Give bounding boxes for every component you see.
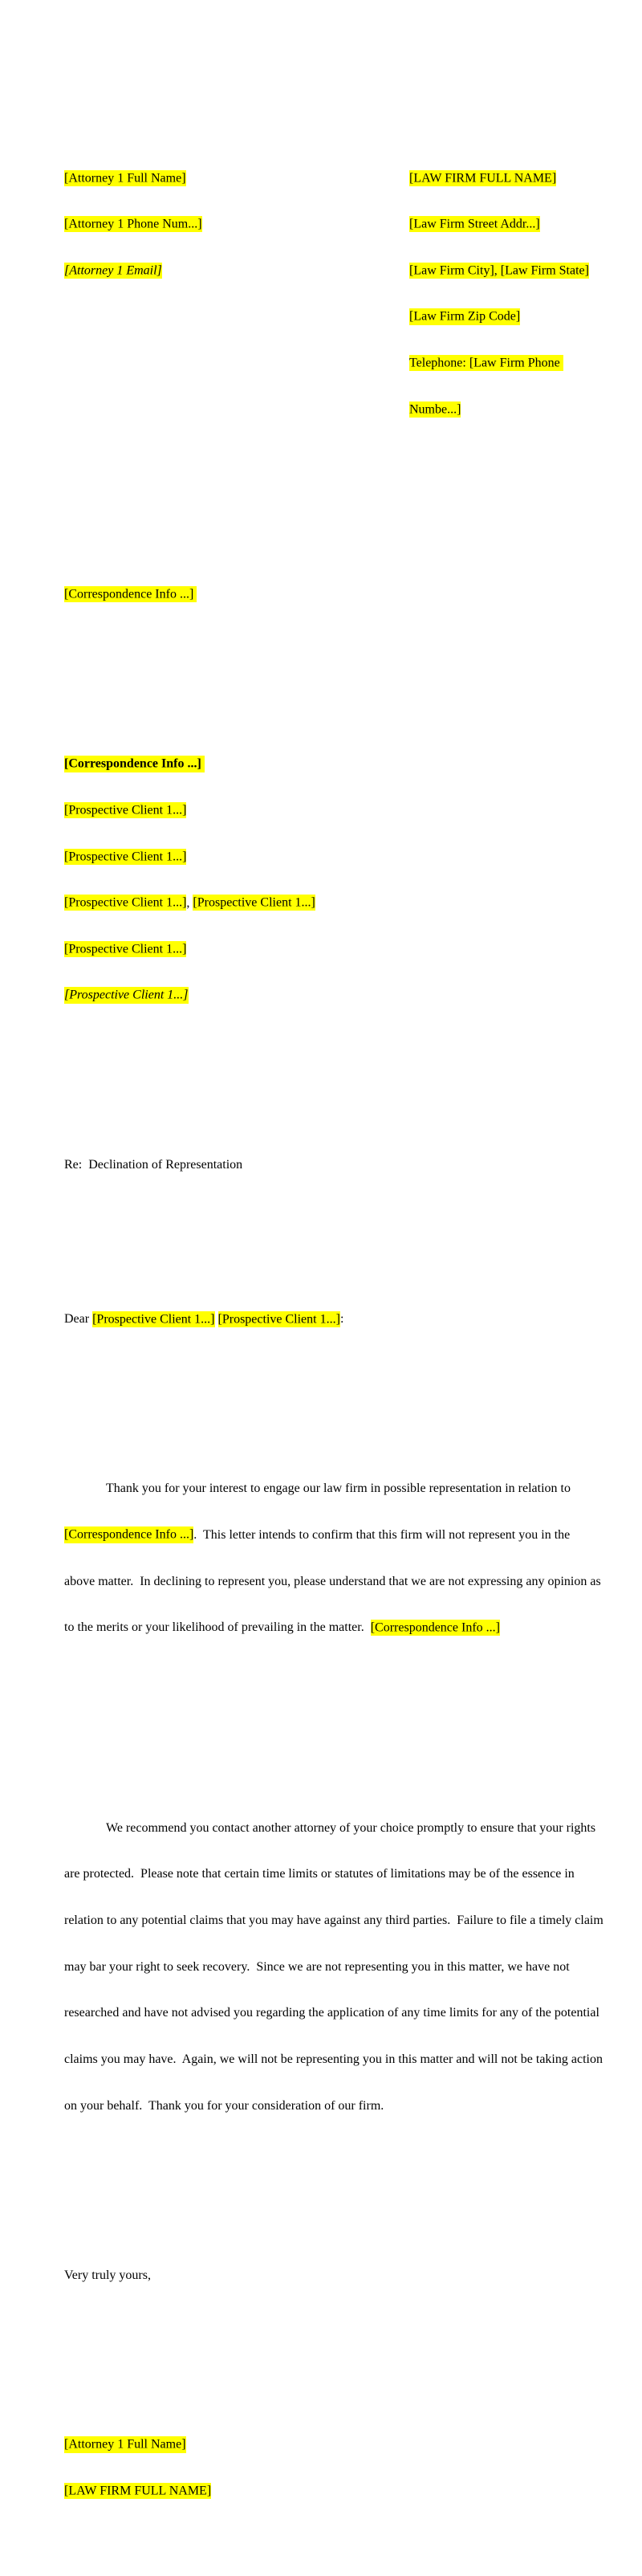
paragraph-2 bbox=[64, 1789, 636, 2144]
salutation-client-1-placeholder: [Prospective Client 1...] bbox=[92, 1312, 215, 1327]
paragraph-2-line-6: claims you may have. Again, we will not be representing you in this matter and will not be taking action bbox=[64, 2052, 603, 2066]
client-placeholder: [Prospective Client 1...] bbox=[193, 895, 315, 910]
salutation-separator bbox=[215, 1312, 218, 1326]
correspondence-info-placeholder: [Correspondence Info ...] bbox=[64, 1528, 194, 1543]
correspondence-info-placeholder: [Correspondence Info ...] bbox=[370, 1620, 500, 1635]
signature-name-line bbox=[64, 2437, 636, 2452]
firm-zip-line bbox=[409, 309, 626, 324]
salutation-suffix: : bbox=[339, 1312, 344, 1327]
firm-name-placeholder: [LAW FIRM FULL NAME] bbox=[409, 171, 557, 185]
attorney-name-placeholder: [Attorney 1 Full Name] bbox=[64, 171, 186, 185]
firm-street-placeholder: [Law Firm Street Addr...] bbox=[409, 217, 540, 231]
firm-phone-placeholder-1: Telephone: [Law Firm Phone bbox=[409, 356, 563, 370]
client-line-2 bbox=[64, 849, 636, 864]
paragraph-1-line-2 bbox=[64, 1527, 636, 1543]
correspondence-info-line bbox=[64, 587, 636, 602]
firm-phone-line-1 bbox=[409, 356, 626, 371]
client-line-4 bbox=[64, 941, 636, 956]
client-placeholder: [Prospective Client 1...] bbox=[64, 895, 187, 910]
correspondence-info-bold-placeholder: [Correspondence Info ...] bbox=[64, 756, 205, 771]
attorney-email-placeholder: [Attorney 1 Email] bbox=[64, 263, 162, 278]
firm-zip-placeholder: [Law Firm Zip Code] bbox=[409, 310, 521, 324]
spacer bbox=[64, 2329, 636, 2360]
signature-firm-line bbox=[64, 2484, 636, 2499]
salutation-prefix: Dear bbox=[64, 1312, 93, 1327]
firm-city-state-placeholder: [Law Firm City], [Law Firm State] bbox=[409, 263, 589, 278]
paragraph-1-line-3: above matter. In declining to represent you, please understand that we are not expressing any opinion as bbox=[64, 1574, 601, 1588]
recipient-block bbox=[64, 726, 636, 1034]
spacer bbox=[64, 1080, 636, 1095]
law-firm-info-block bbox=[409, 140, 626, 448]
salutation-line bbox=[64, 1311, 636, 1327]
client-line-1 bbox=[64, 803, 636, 818]
spacer bbox=[64, 1219, 636, 1249]
attorney-phone-placeholder: [Attorney 1 Phone Num...] bbox=[64, 217, 202, 231]
spacer bbox=[64, 1712, 636, 1727]
correspondence-info-placeholder: [Correspondence Info ...] bbox=[64, 587, 197, 601]
paragraph-1-line-1: Thank you for your interest to engage our law firm in possible representation in relation to bbox=[106, 1482, 571, 1496]
firm-phone-line-2 bbox=[409, 401, 626, 417]
spacer bbox=[64, 2191, 636, 2206]
attorney-email-line bbox=[64, 263, 409, 278]
paragraph-1-line-2-text: . This letter intends to confirm that this firm will not represent you in the bbox=[193, 1528, 571, 1543]
spacer bbox=[64, 649, 636, 664]
paragraph-2-line-5: researched and have not advised you regarding the application of any time limits for any of the potential bbox=[64, 2006, 599, 2020]
firm-phone-placeholder-2: Numbe...] bbox=[409, 402, 461, 417]
attorney-info-block bbox=[64, 140, 409, 448]
client-line-3 bbox=[64, 895, 636, 911]
firm-city-state-line bbox=[409, 263, 626, 278]
attorney-phone-line bbox=[64, 217, 409, 232]
signature-block bbox=[64, 2407, 636, 2530]
paragraph-2-line-7: on your behalf. Thank you for your consideration of our firm. bbox=[64, 2098, 384, 2113]
subject-line: Re: Declination of Representation bbox=[64, 1158, 243, 1172]
client-placeholder: [Prospective Client 1...] bbox=[64, 942, 187, 956]
valediction-line: Very truly yours, bbox=[64, 2268, 151, 2282]
signature-attorney-name-placeholder: [Attorney 1 Full Name] bbox=[64, 2437, 186, 2452]
attorney-name-line bbox=[64, 170, 409, 185]
client-line-5 bbox=[64, 988, 636, 1003]
client-line-separator: , bbox=[186, 895, 193, 910]
paragraph-2-line-1: We recommend you contact another attorney of your choice promptly to ensure that your rights bbox=[106, 1820, 596, 1835]
paragraph-1 bbox=[64, 1450, 636, 1666]
spacer bbox=[64, 494, 636, 524]
client-placeholder: [Prospective Client 1...] bbox=[64, 803, 187, 817]
paragraph-2-line-2: are protected. Please note that certain time limits or statutes of limitations may be of the essence in bbox=[64, 1867, 575, 1881]
paragraph-1-line-4 bbox=[64, 1620, 636, 1635]
signature-firm-name-placeholder: [LAW FIRM FULL NAME] bbox=[64, 2484, 212, 2498]
letter-header bbox=[64, 140, 636, 448]
client-placeholder: [Prospective Client 1...] bbox=[64, 850, 187, 864]
firm-street-line bbox=[409, 217, 626, 232]
firm-name-line bbox=[409, 170, 626, 185]
correspondence-info-bold-line bbox=[64, 756, 636, 772]
spacer bbox=[64, 1373, 636, 1388]
paragraph-2-line-4: may bar your right to seek recovery. Since we are not representing you in this matter, we have not bbox=[64, 1959, 570, 1974]
salutation-client-2-placeholder: [Prospective Client 1...] bbox=[217, 1312, 340, 1327]
client-placeholder-italic: [Prospective Client 1...] bbox=[64, 988, 189, 1002]
paragraph-1-line-4-text: to the merits or your likelihood of prevailing in the matter. bbox=[64, 1620, 371, 1635]
paragraph-2-line-3: relation to any potential claims that you may have against any third parties. Failure to file a timely claim bbox=[64, 1914, 603, 1928]
